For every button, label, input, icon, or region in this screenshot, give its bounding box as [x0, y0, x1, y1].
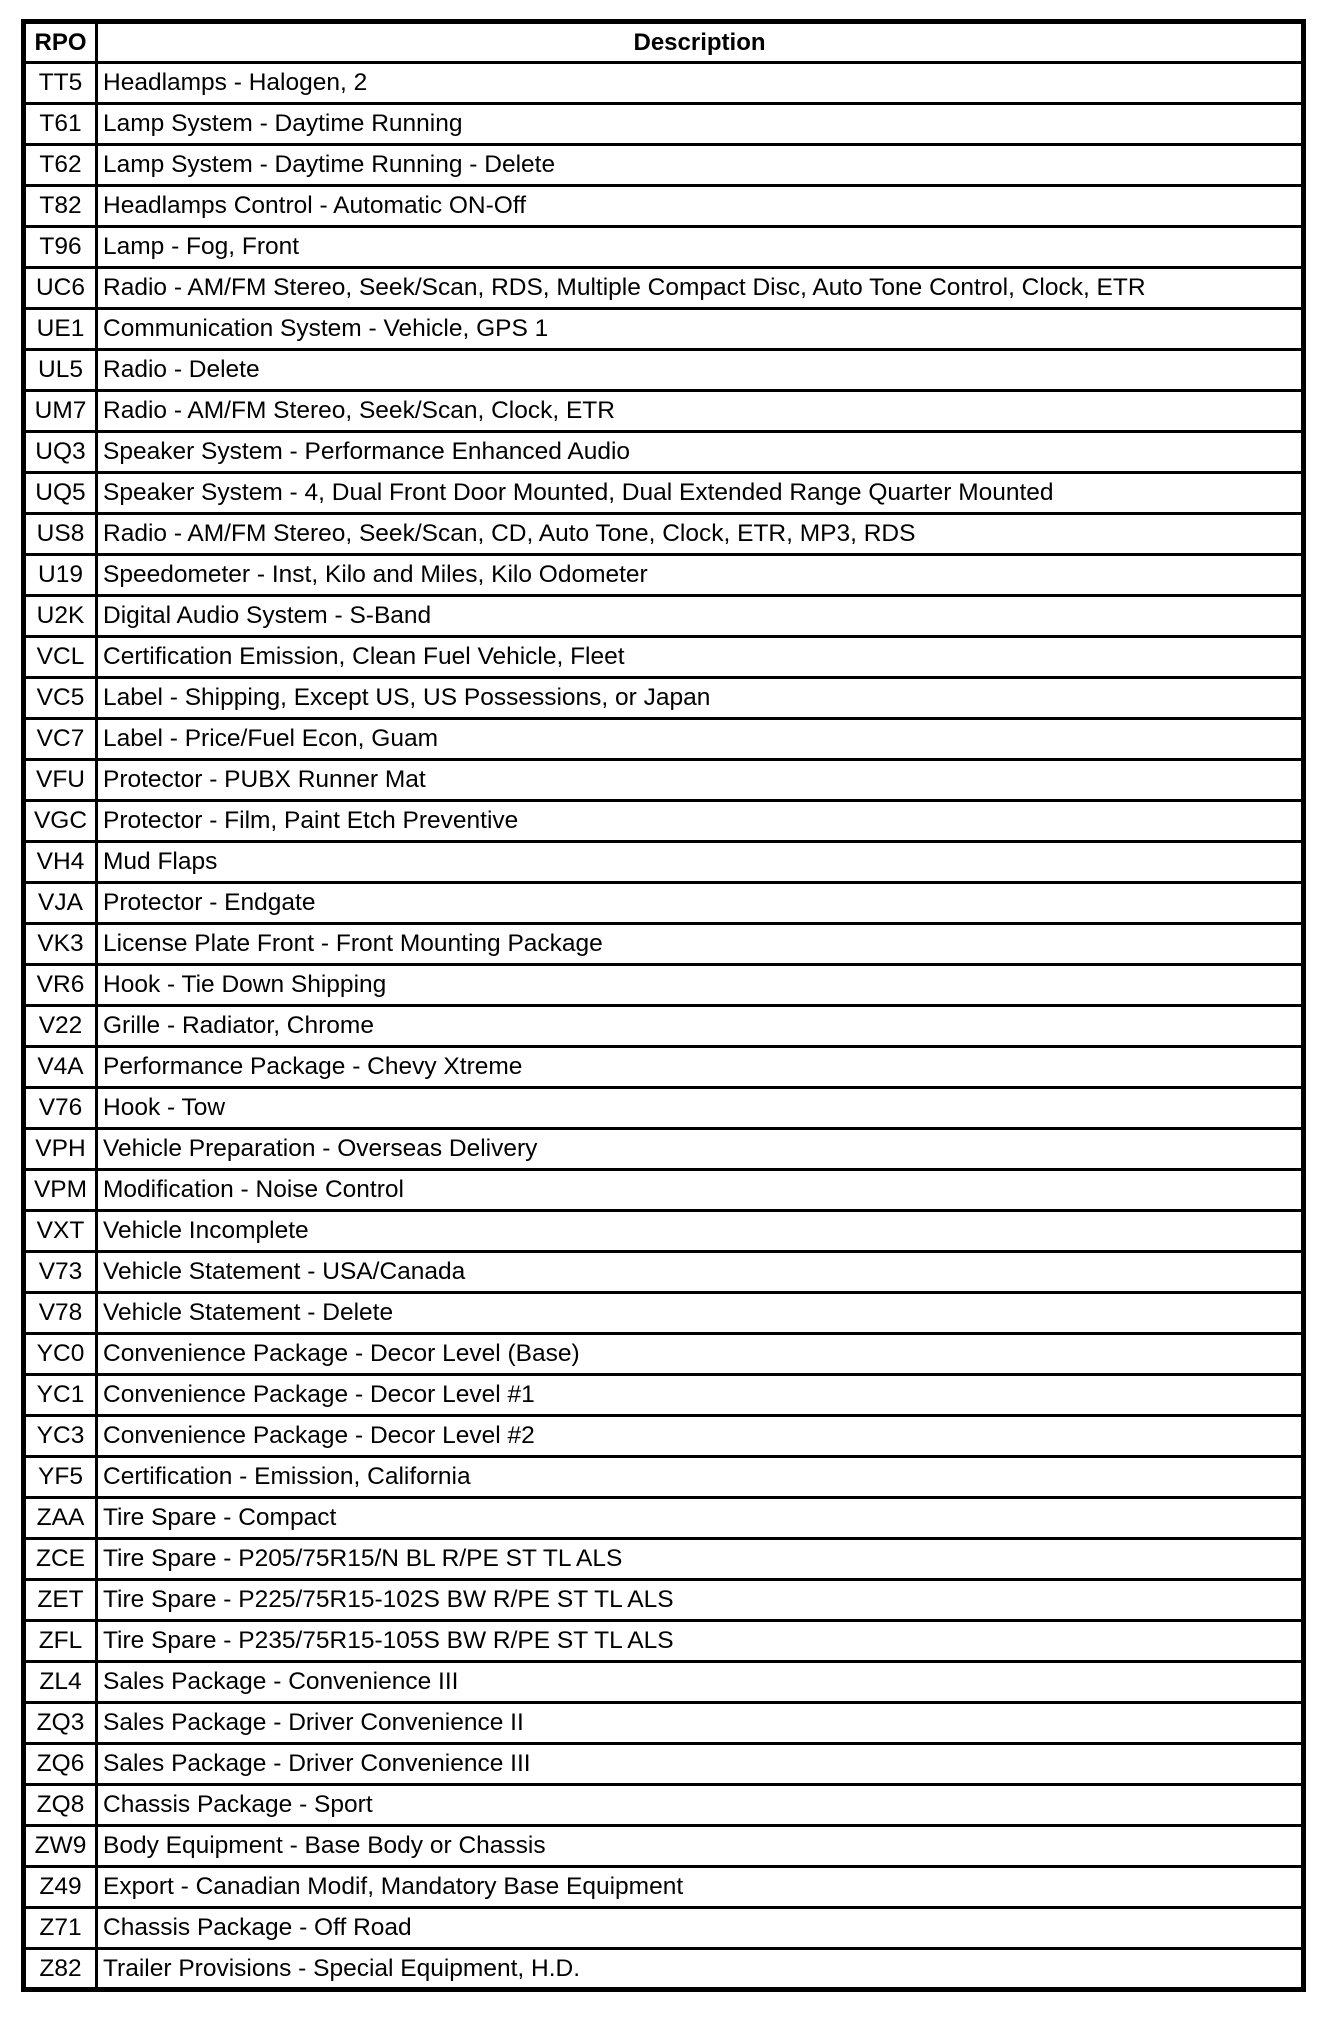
description-cell: Sales Package - Convenience III	[97, 1662, 1304, 1703]
description-cell: Hook - Tow	[97, 1088, 1304, 1129]
table-row	[24, 1703, 1304, 1744]
table-row	[24, 350, 1304, 391]
rpo-code-cell: U2K	[24, 596, 97, 637]
rpo-code-cell: ZET	[24, 1580, 97, 1621]
rpo-code-cell: VXT	[24, 1211, 97, 1252]
rpo-code-cell: UQ3	[24, 432, 97, 473]
rpo-code-cell: VC7	[24, 719, 97, 760]
description-cell: Certification - Emission, California	[97, 1457, 1304, 1498]
table-row	[24, 1744, 1304, 1785]
table-row	[24, 1826, 1304, 1867]
header-rpo: RPO	[24, 22, 97, 63]
rpo-code-cell: VGC	[24, 801, 97, 842]
description-cell: Label - Shipping, Except US, US Possessions, or Japan	[97, 678, 1304, 719]
table-row	[24, 268, 1304, 309]
table-row	[24, 1539, 1304, 1580]
table-row	[24, 1006, 1304, 1047]
table-row	[24, 186, 1304, 227]
description-cell: Chassis Package - Sport	[97, 1785, 1304, 1826]
description-cell: Speaker System - Performance Enhanced Audio	[97, 432, 1304, 473]
rpo-code-cell: V76	[24, 1088, 97, 1129]
rpo-code-cell: ZL4	[24, 1662, 97, 1703]
description-cell: Radio - AM/FM Stereo, Seek/Scan, RDS, Multiple Compact Disc, Auto Tone Control, Clock, ETR	[97, 268, 1304, 309]
description-cell: Speaker System - 4, Dual Front Door Mounted, Dual Extended Range Quarter Mounted	[97, 473, 1304, 514]
rpo-code-cell: UM7	[24, 391, 97, 432]
description-cell: Protector - Endgate	[97, 883, 1304, 924]
table-row	[24, 883, 1304, 924]
rpo-code-cell: ZQ6	[24, 1744, 97, 1785]
rpo-code-cell: YF5	[24, 1457, 97, 1498]
rpo-code-cell: YC1	[24, 1375, 97, 1416]
table-row	[24, 1457, 1304, 1498]
rpo-code-cell: VCL	[24, 637, 97, 678]
rpo-code-cell: T96	[24, 227, 97, 268]
rpo-code-cell: ZQ3	[24, 1703, 97, 1744]
rpo-code-cell: Z71	[24, 1908, 97, 1949]
rpo-code-cell: ZFL	[24, 1621, 97, 1662]
table-row	[24, 1252, 1304, 1293]
table-row	[24, 1908, 1304, 1949]
description-cell: Certification Emission, Clean Fuel Vehicle, Fleet	[97, 637, 1304, 678]
table-row	[24, 514, 1304, 555]
table-row	[24, 1375, 1304, 1416]
table-row	[24, 801, 1304, 842]
table-row	[24, 596, 1304, 637]
description-cell: Convenience Package - Decor Level (Base)	[97, 1334, 1304, 1375]
table-row	[24, 1621, 1304, 1662]
table-row	[24, 637, 1304, 678]
description-cell: Lamp - Fog, Front	[97, 227, 1304, 268]
description-cell: Speedometer - Inst, Kilo and Miles, Kilo Odometer	[97, 555, 1304, 596]
rpo-code-cell: V4A	[24, 1047, 97, 1088]
description-cell: Tire Spare - P235/75R15-105S BW R/PE ST TL ALS	[97, 1621, 1304, 1662]
rpo-code-cell: ZCE	[24, 1539, 97, 1580]
table-body	[24, 63, 1304, 1990]
table-row	[24, 1867, 1304, 1908]
rpo-code-cell: YC3	[24, 1416, 97, 1457]
table-row	[24, 1334, 1304, 1375]
table-row	[24, 1047, 1304, 1088]
rpo-code-cell: VK3	[24, 924, 97, 965]
description-cell: Vehicle Statement - USA/Canada	[97, 1252, 1304, 1293]
description-cell: Chassis Package - Off Road	[97, 1908, 1304, 1949]
table-row	[24, 1949, 1304, 1990]
description-cell: Vehicle Preparation - Overseas Delivery	[97, 1129, 1304, 1170]
description-cell: Radio - AM/FM Stereo, Seek/Scan, Clock, ETR	[97, 391, 1304, 432]
rpo-code-cell: UL5	[24, 350, 97, 391]
description-cell: Body Equipment - Base Body or Chassis	[97, 1826, 1304, 1867]
description-cell: Mud Flaps	[97, 842, 1304, 883]
description-cell: Convenience Package - Decor Level #1	[97, 1375, 1304, 1416]
rpo-code-cell: UQ5	[24, 473, 97, 514]
description-cell: Vehicle Incomplete	[97, 1211, 1304, 1252]
rpo-code-cell: UC6	[24, 268, 97, 309]
rpo-code-cell: TT5	[24, 63, 97, 104]
header-description: Description	[97, 22, 1304, 63]
table-row	[24, 1416, 1304, 1457]
description-cell: License Plate Front - Front Mounting Package	[97, 924, 1304, 965]
table-row	[24, 1129, 1304, 1170]
description-cell: Radio - Delete	[97, 350, 1304, 391]
table-row	[24, 1785, 1304, 1826]
rpo-code-cell: ZQ8	[24, 1785, 97, 1826]
rpo-table	[21, 19, 1306, 1992]
description-cell: Headlamps Control - Automatic ON-Off	[97, 186, 1304, 227]
description-cell: Radio - AM/FM Stereo, Seek/Scan, CD, Auto Tone, Clock, ETR, MP3, RDS	[97, 514, 1304, 555]
table-row	[24, 1088, 1304, 1129]
table-row	[24, 473, 1304, 514]
description-cell: Protector - PUBX Runner Mat	[97, 760, 1304, 801]
description-cell: Hook - Tie Down Shipping	[97, 965, 1304, 1006]
table-row	[24, 104, 1304, 145]
rpo-code-cell: ZAA	[24, 1498, 97, 1539]
table-row	[24, 1170, 1304, 1211]
rpo-code-cell: US8	[24, 514, 97, 555]
rpo-code-cell: Z82	[24, 1949, 97, 1990]
description-cell: Sales Package - Driver Convenience III	[97, 1744, 1304, 1785]
description-cell: Sales Package - Driver Convenience II	[97, 1703, 1304, 1744]
rpo-code-cell: T61	[24, 104, 97, 145]
rpo-code-cell: VFU	[24, 760, 97, 801]
description-cell: Vehicle Statement - Delete	[97, 1293, 1304, 1334]
description-cell: Grille - Radiator, Chrome	[97, 1006, 1304, 1047]
rpo-code-cell: VJA	[24, 883, 97, 924]
table-row	[24, 1498, 1304, 1539]
rpo-code-cell: VC5	[24, 678, 97, 719]
description-cell: Convenience Package - Decor Level #2	[97, 1416, 1304, 1457]
rpo-code-cell: Z49	[24, 1867, 97, 1908]
rpo-code-cell: T62	[24, 145, 97, 186]
description-cell: Headlamps - Halogen, 2	[97, 63, 1304, 104]
rpo-code-cell: VPH	[24, 1129, 97, 1170]
description-cell: Label - Price/Fuel Econ, Guam	[97, 719, 1304, 760]
table-row	[24, 391, 1304, 432]
description-cell: Lamp System - Daytime Running - Delete	[97, 145, 1304, 186]
rpo-code-cell: VPM	[24, 1170, 97, 1211]
rpo-code-cell: U19	[24, 555, 97, 596]
table-row	[24, 842, 1304, 883]
table-row	[24, 1293, 1304, 1334]
description-cell: Lamp System - Daytime Running	[97, 104, 1304, 145]
rpo-code-cell: V78	[24, 1293, 97, 1334]
rpo-code-cell: ZW9	[24, 1826, 97, 1867]
table-row	[24, 309, 1304, 350]
rpo-code-cell: T82	[24, 186, 97, 227]
description-cell: Digital Audio System - S-Band	[97, 596, 1304, 637]
table-row	[24, 760, 1304, 801]
rpo-code-cell: VR6	[24, 965, 97, 1006]
table-row	[24, 1662, 1304, 1703]
rpo-code-cell: V73	[24, 1252, 97, 1293]
table-row	[24, 432, 1304, 473]
description-cell: Tire Spare - P225/75R15-102S BW R/PE ST TL ALS	[97, 1580, 1304, 1621]
table-row	[24, 1211, 1304, 1252]
header-row	[24, 22, 1304, 63]
table-row	[24, 678, 1304, 719]
rpo-code-cell: UE1	[24, 309, 97, 350]
description-cell: Export - Canadian Modif, Mandatory Base Equipment	[97, 1867, 1304, 1908]
table-row	[24, 1580, 1304, 1621]
table-row	[24, 227, 1304, 268]
rpo-code-cell: VH4	[24, 842, 97, 883]
description-cell: Modification - Noise Control	[97, 1170, 1304, 1211]
description-cell: Tire Spare - P205/75R15/N BL R/PE ST TL ALS	[97, 1539, 1304, 1580]
table-row	[24, 63, 1304, 104]
description-cell: Communication System - Vehicle, GPS 1	[97, 309, 1304, 350]
table-row	[24, 555, 1304, 596]
description-cell: Performance Package - Chevy Xtreme	[97, 1047, 1304, 1088]
rpo-code-cell: YC0	[24, 1334, 97, 1375]
table-row	[24, 965, 1304, 1006]
description-cell: Tire Spare - Compact	[97, 1498, 1304, 1539]
table-row	[24, 924, 1304, 965]
description-cell: Trailer Provisions - Special Equipment, H.D.	[97, 1949, 1304, 1990]
table-row	[24, 145, 1304, 186]
description-cell: Protector - Film, Paint Etch Preventive	[97, 801, 1304, 842]
table-row	[24, 719, 1304, 760]
rpo-code-cell: V22	[24, 1006, 97, 1047]
